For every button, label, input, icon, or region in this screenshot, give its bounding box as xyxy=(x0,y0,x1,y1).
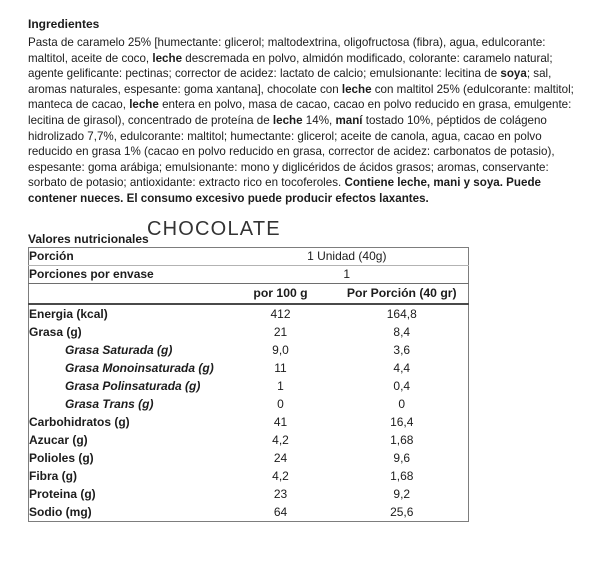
nutrient-row xyxy=(29,323,469,341)
nutrient-per-portion-value: 1,68 xyxy=(390,432,414,447)
nutrient-per100-value: 1 xyxy=(277,378,284,393)
ingredient-text: entera en polvo, masa de cacao, cacao en polvo reducido en grasa, emulgente: lecitina de girasol), concentrado de proteína de xyxy=(28,98,572,127)
nutrient-per100-value: 11 xyxy=(274,360,287,375)
nutrient-label: Carbohidratos (g) xyxy=(29,414,130,429)
nutrient-label: Polioles (g) xyxy=(29,450,94,465)
nutrient-per-portion-value: 8,4 xyxy=(393,324,411,339)
ingredients-paragraph xyxy=(28,35,580,207)
nutrient-label: Fibra (g) xyxy=(29,468,77,483)
portion-info-value: 1 Unidad (40g) xyxy=(307,249,387,264)
nutrient-per-portion-value: 9,2 xyxy=(393,486,411,501)
nutrition-table xyxy=(28,247,469,522)
ingredient-allergen-text: leche xyxy=(129,98,159,112)
nutrient-per-portion-value: 1,68 xyxy=(390,468,414,483)
nutrient-row xyxy=(29,413,469,431)
ingredient-allergen-text: leche xyxy=(272,113,303,127)
ingredient-allergen-text: Contiene leche, mani y soya. Puede contener nueces. El consumo excesivo puede producir efectos laxantes. xyxy=(28,176,541,205)
nutrient-label: Grasa Polinsaturada (g) xyxy=(65,378,201,393)
nutrient-per-portion-value: 164,8 xyxy=(386,306,417,321)
portion-info-row xyxy=(29,265,469,283)
nutrient-row xyxy=(29,359,469,377)
portion-info-label: Porciones por envase xyxy=(29,267,154,282)
ingredient-allergen-text: leche xyxy=(341,82,372,96)
nutrient-per-portion-value: 4,4 xyxy=(393,360,411,375)
nutrient-row xyxy=(29,485,469,503)
ingredient-text: tostado 10%, péptidos de colágeno hidrolizado 7,7%, edulcorante: maltitol; humectante: glicerol; aceite de canola, agua, cacao en polvo reducido en grasa 1% (cacao en polvo reducido en grasa, corrector de acidez: carbonatos de potasio), espesante: goma arábiga; emulsionante: mono y diglicéridos de ácidos grasos; aromas, conservante: sorbato de potasio; antioxidante: extracto rico en tocoferoles. xyxy=(28,113,555,190)
portion-info-row xyxy=(29,247,469,265)
nutrient-row xyxy=(29,341,469,359)
nutrient-per100-value: 4,2 xyxy=(272,432,289,447)
nutrient-label: Energia (kcal) xyxy=(29,306,108,321)
ingredient-allergen-text: leche xyxy=(152,51,183,65)
nutrient-per-portion-value: 0 xyxy=(398,396,406,411)
ingredient-text: 14%, xyxy=(302,113,336,127)
portion-info-value: 1 xyxy=(343,267,351,282)
nutrient-label: Grasa (g) xyxy=(29,324,82,339)
nutrition-title-row xyxy=(28,213,580,247)
nutrient-row xyxy=(29,467,469,485)
nutrient-label: Grasa Trans (g) xyxy=(65,396,154,411)
column-header-per-portion: Por Porción (40 gr) xyxy=(346,286,457,301)
ingredient-allergen-text: maní xyxy=(335,113,363,127)
column-header-empty xyxy=(29,283,226,304)
nutrient-label: Azucar (g) xyxy=(29,432,88,447)
nutrient-label: Sodio (mg) xyxy=(29,504,92,519)
ingredient-allergen-text: soya xyxy=(500,67,527,81)
column-header-per100: por 100 g xyxy=(253,286,308,301)
ingredient-text: ; sal, aromas naturales, espesante: goma xantana], chocolate con xyxy=(28,67,552,96)
ingredients-heading: Ingredientes xyxy=(28,17,100,31)
nutrient-per100-value: 9,0 xyxy=(272,342,289,357)
nutrient-row xyxy=(29,377,469,395)
column-header-row xyxy=(29,283,469,304)
nutrient-label: Grasa Saturada (g) xyxy=(65,342,173,357)
nutrient-per100-value: 23 xyxy=(273,486,288,501)
nutrient-label: Proteina (g) xyxy=(29,486,96,501)
nutrient-row xyxy=(29,431,469,449)
nutrient-per100-value: 64 xyxy=(273,504,288,519)
nutrient-row xyxy=(29,503,469,522)
nutrient-per-portion-value: 3,6 xyxy=(393,342,411,357)
nutrient-per-portion-value: 0,4 xyxy=(393,378,411,393)
nutrient-per100-value: 0 xyxy=(277,396,284,411)
portion-info-label: Porción xyxy=(29,249,74,264)
nutrient-per100-value: 412 xyxy=(270,306,291,321)
nutrition-section-label: Valores nutricionales xyxy=(28,231,149,246)
nutrient-row xyxy=(29,449,469,467)
nutrient-label: Grasa Monoinsaturada (g) xyxy=(65,360,214,375)
ingredient-text: Pasta de caramelo 25% [humectante: glicerol; maltodextrina, oligofructosa (fibra), agua, edulcorante: maltitol, aceite de coco, xyxy=(28,36,546,65)
nutrient-per100-value: 4,2 xyxy=(272,468,289,483)
nutrient-per-portion-value: 16,4 xyxy=(390,414,414,429)
ingredient-text: descremada en polvo, almidón modificado, colorante: caramelo natural; agente gelificante: pectinas; corrector de acidez: lactato de calcio; emulsionante: lecitina de xyxy=(28,51,553,81)
ingredient-text: con maltitol 25% (edulcorante: maltitol; manteca de cacao, xyxy=(28,82,574,112)
nutrient-per100-value: 41 xyxy=(273,414,288,429)
nutrient-per100-value: 21 xyxy=(273,324,288,339)
nutrient-row xyxy=(29,304,469,323)
product-title: CHOCOLATE xyxy=(147,217,281,240)
nutrient-per-portion-value: 25,6 xyxy=(390,504,414,519)
nutrient-row xyxy=(29,395,469,413)
nutrient-per-portion-value: 9,6 xyxy=(393,450,411,465)
nutrient-per100-value: 24 xyxy=(273,450,288,465)
